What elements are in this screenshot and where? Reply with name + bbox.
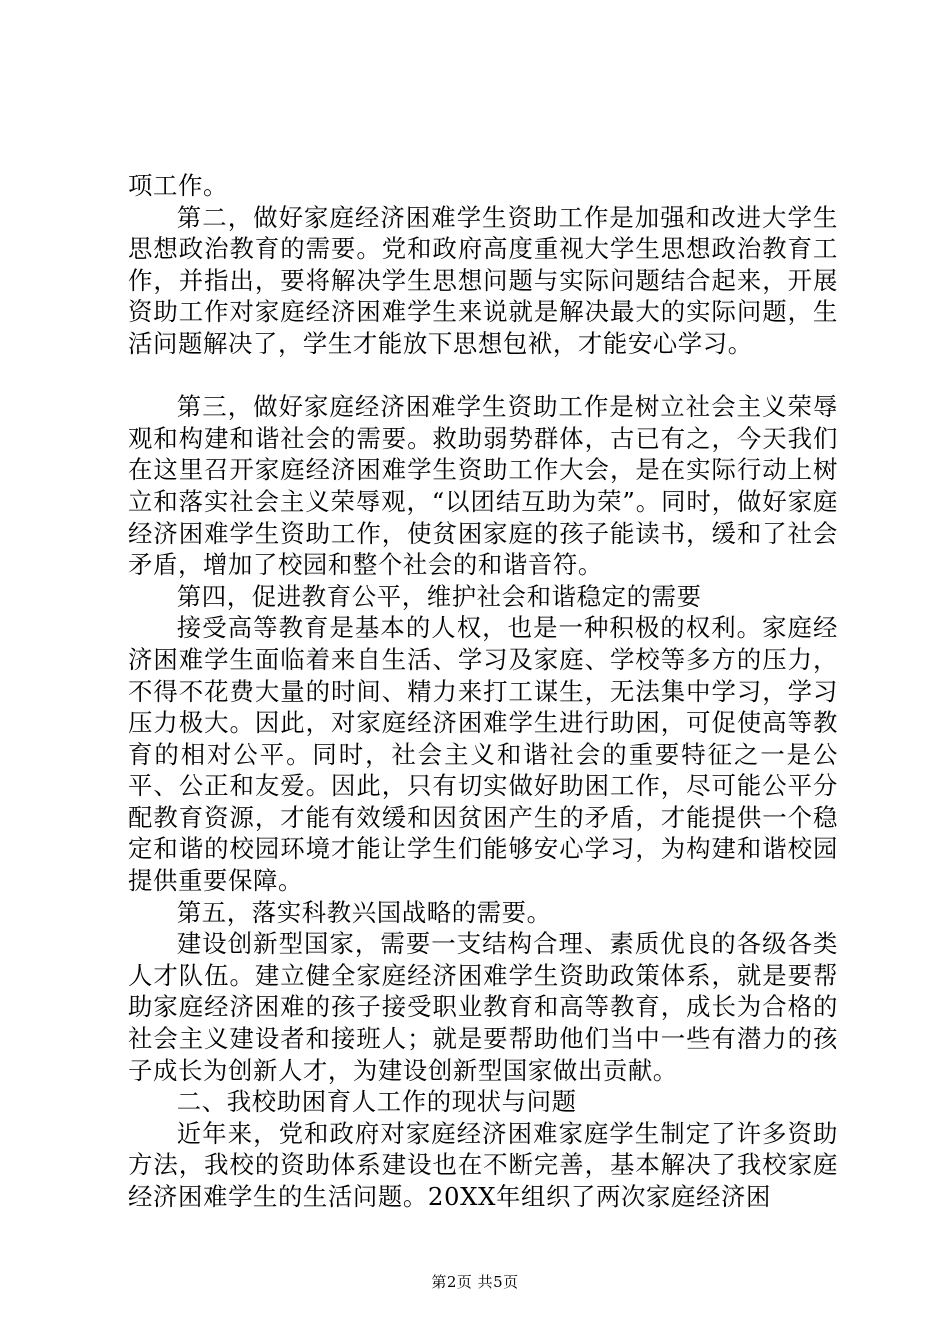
paragraph-point-three: 第三，做好家庭经济困难学生资助工作是树立社会主义荣辱观和构建和谐社会的需要。救助弱势群体，古已有之，今天我们在这里召开家庭经济困难学生资助工作大会，是在实际行动上树立和落实社会主义荣辱观，“以团结互助为荣”。同时，做好家庭经济困难学生资助工作，使贫困家庭的孩子能读书，缓和了社会矛盾，增加了校园和整个社会的和谐音符。 xyxy=(128,392,838,580)
paragraph-point-four-body: 接受高等教育是基本的人权，也是一种积极的权利。家庭经济困难学生面临着来自生活、学习及家庭、学校等多方的压力，不得不花费大量的时间、精力来打工谋生，无法集中学习，学习压力极大。因此，对家庭经济困难学生进行助困，可促使高等教育的相对公平。同时，社会主义和谐社会的重要特征之一是公平、公正和友爱。因此，只有切实做好助困工作，尽可能公平分配教育资源，才能有效缓和因贫困产生的矛盾，才能提供一个稳定和谐的校园环境才能让学生们能够安心学习，为构建和谐校园提供重要保障。 xyxy=(128,613,838,896)
document-body xyxy=(128,170,838,1213)
heading-point-four: 第四，促进教育公平，维护社会和谐稳定的需要 xyxy=(176,581,702,611)
paragraph-point-two: 第二，做好家庭经济困难学生资助工作是加强和改进大学生思想政治教育的需要。党和政府高度重视大学生思想政治教育工作，并指出，要将解决学生思想问题与实际问题结合起来，开展资助工作对家庭经济困难学生来说就是解决最大的实际问题，生活问题解决了，学生才能放下思想包袱，才能安心学习。 xyxy=(128,202,838,358)
heading-point-five: 第五，落实科教兴国战略的需要。 xyxy=(176,897,552,927)
page-number-indicator: 第2页 共5页 xyxy=(431,1273,519,1291)
page-footer xyxy=(0,1273,950,1291)
section-heading-two: 二、我校助困育人工作的现状与问题 xyxy=(176,1087,577,1117)
paragraph-section-two-body: 近年来，党和政府对家庭经济困难家庭学生制定了许多资助方法，我校的资助体系建设也在不断完善，基本解决了我校家庭经济困难学生的生活问题。20XX年组织了两次家庭经济困 xyxy=(128,1118,838,1211)
paragraph-continuation: 项工作。 xyxy=(128,171,228,200)
paragraph-point-five-body: 建设创新型国家，需要一支结构合理、素质优良的各级各类人才队伍。建立健全家庭经济困难学生资助政策体系，就是要帮助家庭经济困难的孩子接受职业教育和高等教育，成长为合格的社会主义建设者和接班人；就是要帮助他们当中一些有潜力的孩子成长为创新人才，为建设创新型国家做出贡献。 xyxy=(128,929,838,1085)
